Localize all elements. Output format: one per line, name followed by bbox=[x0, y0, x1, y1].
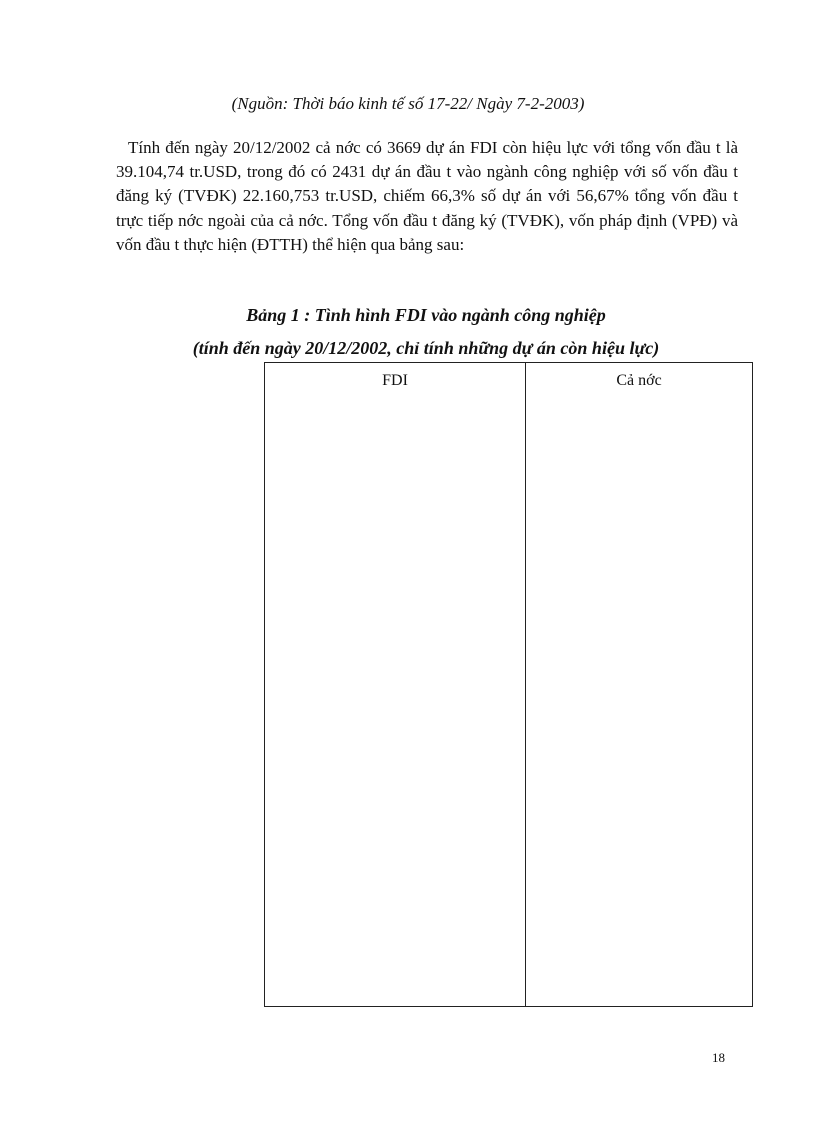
table-subtitle: (tính đến ngày 20/12/2002, chỉ tính những dự án còn hiệu lực) bbox=[192, 338, 660, 358]
column-header-fdi: FDI bbox=[265, 363, 526, 1007]
body-paragraph: Tính đến ngày 20/12/2002 cả nớc có 3669 dự án FDI còn hiệu lực với tổng vốn đầu t là 39.104,74 tr.USD, trong đó có 2431 dự án đầu t vào ngành công nghiệp với số vốn đầu t đăng ký (TVĐK) 22.160,753 tr.USD, chiếm 66,3% số dự án với 56,67% tổng vốn đầu t trực tiếp nớc ngoài của cả nớc. Tổng vốn đầu t đăng ký (TVĐK), vốn pháp định (VPĐ) và vốn đầu t thực hiện (ĐTTH) thể hiện qua bảng sau: bbox=[116, 138, 738, 254]
page-number: 18 bbox=[712, 1050, 725, 1065]
table-row bbox=[265, 363, 753, 1007]
table-title: Bảng 1 : Tình hình FDI vào ngành công nghiệp bbox=[246, 305, 606, 325]
fdi-table bbox=[264, 362, 753, 1007]
source-note: (Nguồn: Thời báo kinh tế số 17-22/ Ngày 7-2-2003) bbox=[231, 94, 585, 113]
column-header-ca-nuoc: Cả nớc bbox=[526, 363, 753, 1007]
